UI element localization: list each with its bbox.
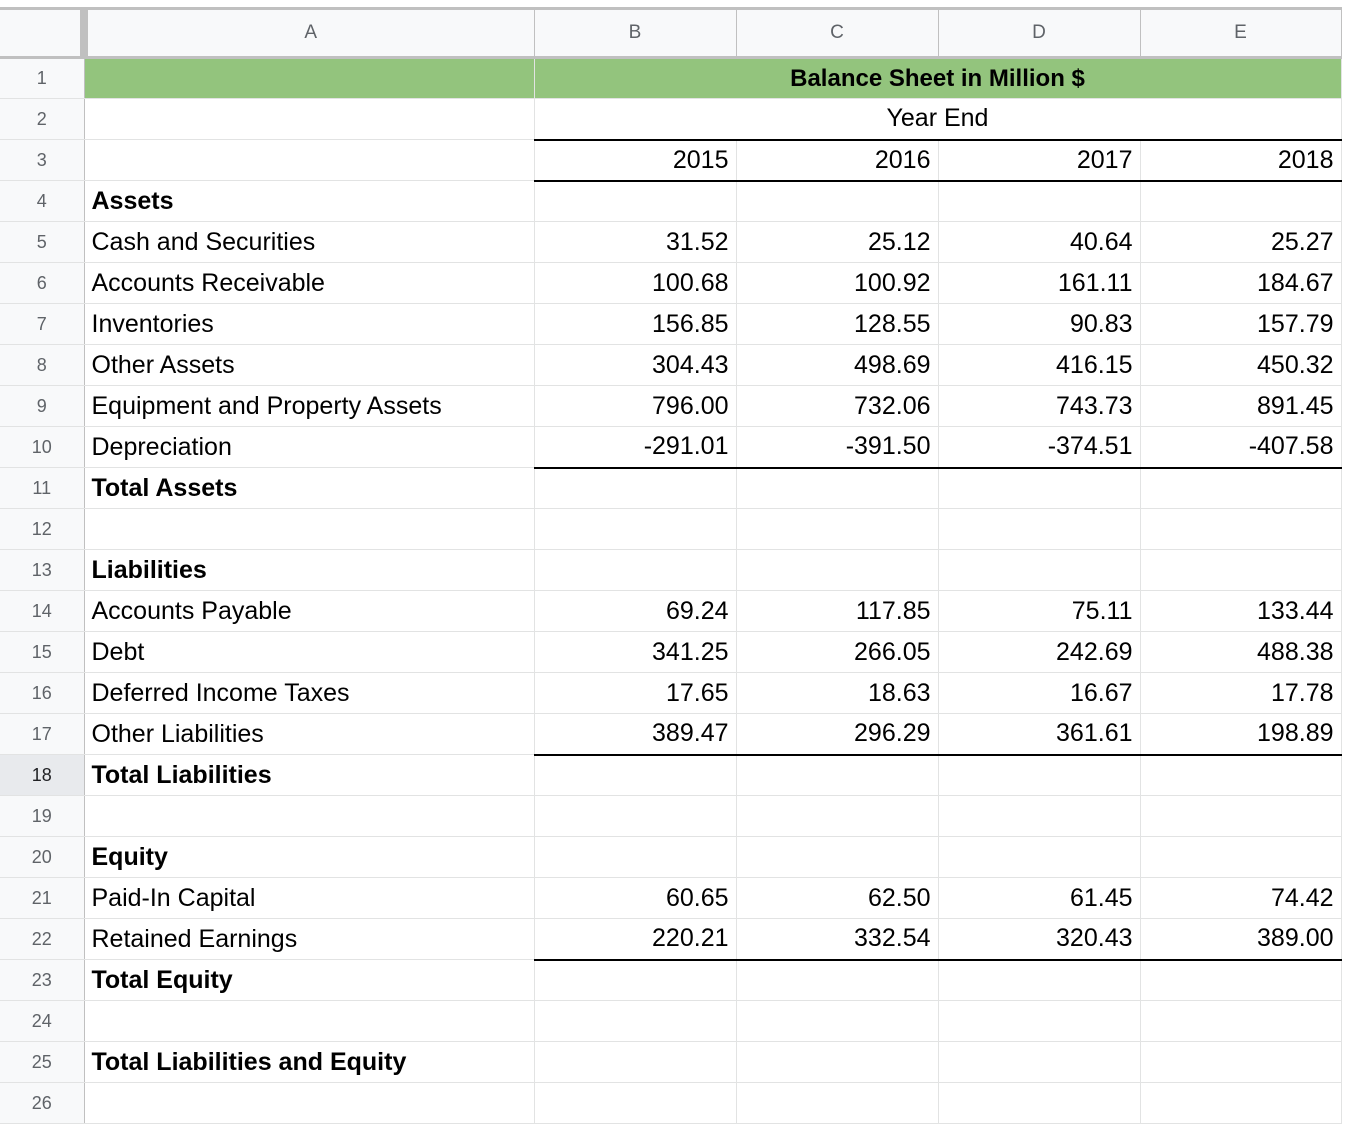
cell[interactable]: [1140, 550, 1341, 591]
table-row: [0, 919, 1341, 960]
label-cell[interactable]: Inventories: [84, 304, 534, 345]
label-cell[interactable]: Deferred Income Taxes: [84, 673, 534, 714]
row-header[interactable]: 22: [0, 919, 84, 960]
value-cell[interactable]: 416.15: [938, 345, 1140, 386]
label-cell[interactable]: Other Liabilities: [84, 714, 534, 755]
label-cell[interactable]: Other Assets: [84, 345, 534, 386]
value-cell[interactable]: 74.42: [1140, 878, 1341, 919]
grand-total-label-cell[interactable]: Total Liabilities and Equity: [84, 1042, 534, 1083]
cell[interactable]: [938, 960, 1140, 1001]
value-cell[interactable]: 75.11: [938, 591, 1140, 632]
value-cell[interactable]: 31.52: [534, 222, 736, 263]
value-cell[interactable]: 60.65: [534, 878, 736, 919]
value-cell[interactable]: 16.67: [938, 673, 1140, 714]
value-cell[interactable]: 90.83: [938, 304, 1140, 345]
table-row: [0, 99, 1341, 140]
section-heading-cell[interactable]: Liabilities: [84, 550, 534, 591]
value-cell[interactable]: 18.63: [736, 673, 938, 714]
cell[interactable]: [736, 796, 938, 837]
cell[interactable]: [534, 468, 736, 509]
cell[interactable]: [84, 140, 534, 181]
row-header[interactable]: 8: [0, 345, 84, 386]
value-cell[interactable]: 17.78: [1140, 673, 1341, 714]
value-cell[interactable]: 891.45: [1140, 386, 1341, 427]
cell[interactable]: [938, 181, 1140, 222]
year-cell[interactable]: 2018: [1140, 140, 1341, 181]
cell[interactable]: [534, 181, 736, 222]
value-cell[interactable]: 100.68: [534, 263, 736, 304]
table-row: [0, 263, 1341, 304]
cell[interactable]: [534, 796, 736, 837]
cell[interactable]: [534, 1001, 736, 1042]
table-row: [0, 960, 1341, 1001]
column-header-e[interactable]: E: [1140, 9, 1341, 58]
value-cell[interactable]: 62.50: [736, 878, 938, 919]
row-header[interactable]: 16: [0, 673, 84, 714]
cell[interactable]: [736, 755, 938, 796]
column-header-c[interactable]: C: [736, 9, 938, 58]
value-cell[interactable]: 198.89: [1140, 714, 1341, 755]
table-row: [0, 714, 1341, 755]
value-cell[interactable]: 220.21: [534, 919, 736, 960]
cell[interactable]: [1140, 509, 1341, 550]
table-row: [0, 673, 1341, 714]
cell[interactable]: [736, 960, 938, 1001]
cell[interactable]: [938, 837, 1140, 878]
section-heading-cell[interactable]: Equity: [84, 837, 534, 878]
cell[interactable]: [1140, 181, 1341, 222]
value-cell[interactable]: 332.54: [736, 919, 938, 960]
label-cell[interactable]: Equipment and Property Assets: [84, 386, 534, 427]
cell[interactable]: [938, 1001, 1140, 1042]
value-cell[interactable]: 128.55: [736, 304, 938, 345]
cell[interactable]: [938, 1083, 1140, 1124]
total-label-cell[interactable]: Total Liabilities: [84, 755, 534, 796]
value-cell[interactable]: 266.05: [736, 632, 938, 673]
cell[interactable]: [84, 1083, 534, 1124]
cell[interactable]: [938, 468, 1140, 509]
section-heading-cell[interactable]: Assets: [84, 181, 534, 222]
table-row: [0, 1042, 1341, 1083]
table-row: [0, 1083, 1341, 1124]
row-header[interactable]: 6: [0, 263, 84, 304]
cell[interactable]: [84, 796, 534, 837]
column-header-b[interactable]: B: [534, 9, 736, 58]
year-cell[interactable]: 2016: [736, 140, 938, 181]
cell[interactable]: [938, 509, 1140, 550]
row-header[interactable]: 12: [0, 509, 84, 550]
value-cell[interactable]: -291.01: [534, 427, 736, 468]
row-header[interactable]: 14: [0, 591, 84, 632]
row-header[interactable]: 10: [0, 427, 84, 468]
year-cell[interactable]: 2017: [938, 140, 1140, 181]
label-cell[interactable]: Accounts Payable: [84, 591, 534, 632]
cell[interactable]: [736, 837, 938, 878]
total-label-cell[interactable]: Total Equity: [84, 960, 534, 1001]
value-cell[interactable]: 61.45: [938, 878, 1140, 919]
cell[interactable]: [938, 1042, 1140, 1083]
cell[interactable]: [736, 468, 938, 509]
value-cell[interactable]: 488.38: [1140, 632, 1341, 673]
cell[interactable]: [534, 837, 736, 878]
table-row: [0, 468, 1341, 509]
value-cell[interactable]: 25.12: [736, 222, 938, 263]
value-cell[interactable]: -391.50: [736, 427, 938, 468]
value-cell[interactable]: 40.64: [938, 222, 1140, 263]
row-header[interactable]: 23: [0, 960, 84, 1001]
row-header[interactable]: 1: [0, 58, 84, 99]
cell[interactable]: [84, 99, 534, 140]
cell[interactable]: [84, 509, 534, 550]
row-header[interactable]: 15: [0, 632, 84, 673]
table-row: [0, 58, 1341, 99]
value-cell[interactable]: 117.85: [736, 591, 938, 632]
row-header[interactable]: 26: [0, 1083, 84, 1124]
table-row: [0, 796, 1341, 837]
cell[interactable]: [938, 550, 1140, 591]
cell[interactable]: [534, 1042, 736, 1083]
value-cell[interactable]: 296.29: [736, 714, 938, 755]
cell[interactable]: [736, 509, 938, 550]
table-row: [0, 427, 1341, 468]
cell[interactable]: [736, 1042, 938, 1083]
table-row: [0, 755, 1341, 796]
value-cell[interactable]: 242.69: [938, 632, 1140, 673]
cell[interactable]: [736, 181, 938, 222]
cell[interactable]: [534, 550, 736, 591]
cell[interactable]: [1140, 796, 1341, 837]
row-header[interactable]: 3: [0, 140, 84, 181]
select-all-corner[interactable]: [0, 9, 84, 58]
table-row: [0, 591, 1341, 632]
table-row: [0, 878, 1341, 919]
row-header[interactable]: 17: [0, 714, 84, 755]
year-cell[interactable]: 2015: [534, 140, 736, 181]
value-cell[interactable]: 743.73: [938, 386, 1140, 427]
row-header[interactable]: 4: [0, 181, 84, 222]
value-cell[interactable]: 184.67: [1140, 263, 1341, 304]
table-row: [0, 509, 1341, 550]
value-cell[interactable]: 161.11: [938, 263, 1140, 304]
value-cell[interactable]: 100.92: [736, 263, 938, 304]
value-cell[interactable]: 361.61: [938, 714, 1140, 755]
value-cell[interactable]: -407.58: [1140, 427, 1341, 468]
cell[interactable]: [534, 509, 736, 550]
value-cell[interactable]: 69.24: [534, 591, 736, 632]
cell[interactable]: [1140, 960, 1341, 1001]
label-cell[interactable]: Debt: [84, 632, 534, 673]
label-cell[interactable]: Cash and Securities: [84, 222, 534, 263]
table-row: [0, 550, 1341, 591]
value-cell[interactable]: -374.51: [938, 427, 1140, 468]
row-header[interactable]: 2: [0, 99, 84, 140]
row-header[interactable]: 21: [0, 878, 84, 919]
row-header[interactable]: 13: [0, 550, 84, 591]
cell[interactable]: [938, 796, 1140, 837]
table-row: [0, 345, 1341, 386]
label-cell[interactable]: Retained Earnings: [84, 919, 534, 960]
cell[interactable]: [1140, 1042, 1341, 1083]
row-header[interactable]: 24: [0, 1001, 84, 1042]
table-row: [0, 222, 1341, 263]
year-end-cell[interactable]: Year End: [534, 99, 1341, 140]
row-header[interactable]: 5: [0, 222, 84, 263]
cell[interactable]: [1140, 755, 1341, 796]
column-header-d[interactable]: D: [938, 9, 1140, 58]
column-header-a[interactable]: A: [84, 9, 534, 58]
row-header[interactable]: 9: [0, 386, 84, 427]
column-header-row: [0, 9, 1341, 58]
cell[interactable]: [736, 1001, 938, 1042]
table-row: [0, 140, 1341, 181]
cell[interactable]: [1140, 837, 1341, 878]
table-row: [0, 304, 1341, 345]
value-cell[interactable]: 450.32: [1140, 345, 1341, 386]
total-label-cell[interactable]: Total Assets: [84, 468, 534, 509]
row-header-selected[interactable]: 18: [0, 755, 84, 796]
value-cell[interactable]: 157.79: [1140, 304, 1341, 345]
row-header[interactable]: 25: [0, 1042, 84, 1083]
value-cell[interactable]: 25.27: [1140, 222, 1341, 263]
value-cell[interactable]: 17.65: [534, 673, 736, 714]
label-cell[interactable]: Depreciation: [84, 427, 534, 468]
cell[interactable]: [938, 755, 1140, 796]
cell[interactable]: [534, 1083, 736, 1124]
value-cell[interactable]: 498.69: [736, 345, 938, 386]
value-cell[interactable]: 341.25: [534, 632, 736, 673]
table-row: [0, 1001, 1341, 1042]
sheet-table: [0, 7, 1342, 1124]
cell[interactable]: [1140, 1083, 1341, 1124]
cell[interactable]: [84, 58, 534, 99]
table-row: [0, 632, 1341, 673]
value-cell[interactable]: 389.47: [534, 714, 736, 755]
cell[interactable]: [1140, 468, 1341, 509]
cell[interactable]: [736, 550, 938, 591]
value-cell[interactable]: 156.85: [534, 304, 736, 345]
sheet-title-cell[interactable]: Balance Sheet in Million $: [534, 58, 1341, 99]
value-cell[interactable]: 304.43: [534, 345, 736, 386]
label-cell[interactable]: Paid-In Capital: [84, 878, 534, 919]
row-header[interactable]: 19: [0, 796, 84, 837]
cell[interactable]: [736, 1083, 938, 1124]
value-cell[interactable]: 133.44: [1140, 591, 1341, 632]
cell[interactable]: [534, 755, 736, 796]
table-row: [0, 837, 1341, 878]
value-cell[interactable]: 389.00: [1140, 919, 1341, 960]
cell[interactable]: [84, 1001, 534, 1042]
label-cell[interactable]: Accounts Receivable: [84, 263, 534, 304]
row-header[interactable]: 20: [0, 837, 84, 878]
cell[interactable]: [1140, 1001, 1341, 1042]
cell[interactable]: [534, 960, 736, 1001]
value-cell[interactable]: 320.43: [938, 919, 1140, 960]
row-header[interactable]: 11: [0, 468, 84, 509]
table-row: [0, 181, 1341, 222]
table-row: [0, 386, 1341, 427]
value-cell[interactable]: 796.00: [534, 386, 736, 427]
row-header[interactable]: 7: [0, 304, 84, 345]
value-cell[interactable]: 732.06: [736, 386, 938, 427]
